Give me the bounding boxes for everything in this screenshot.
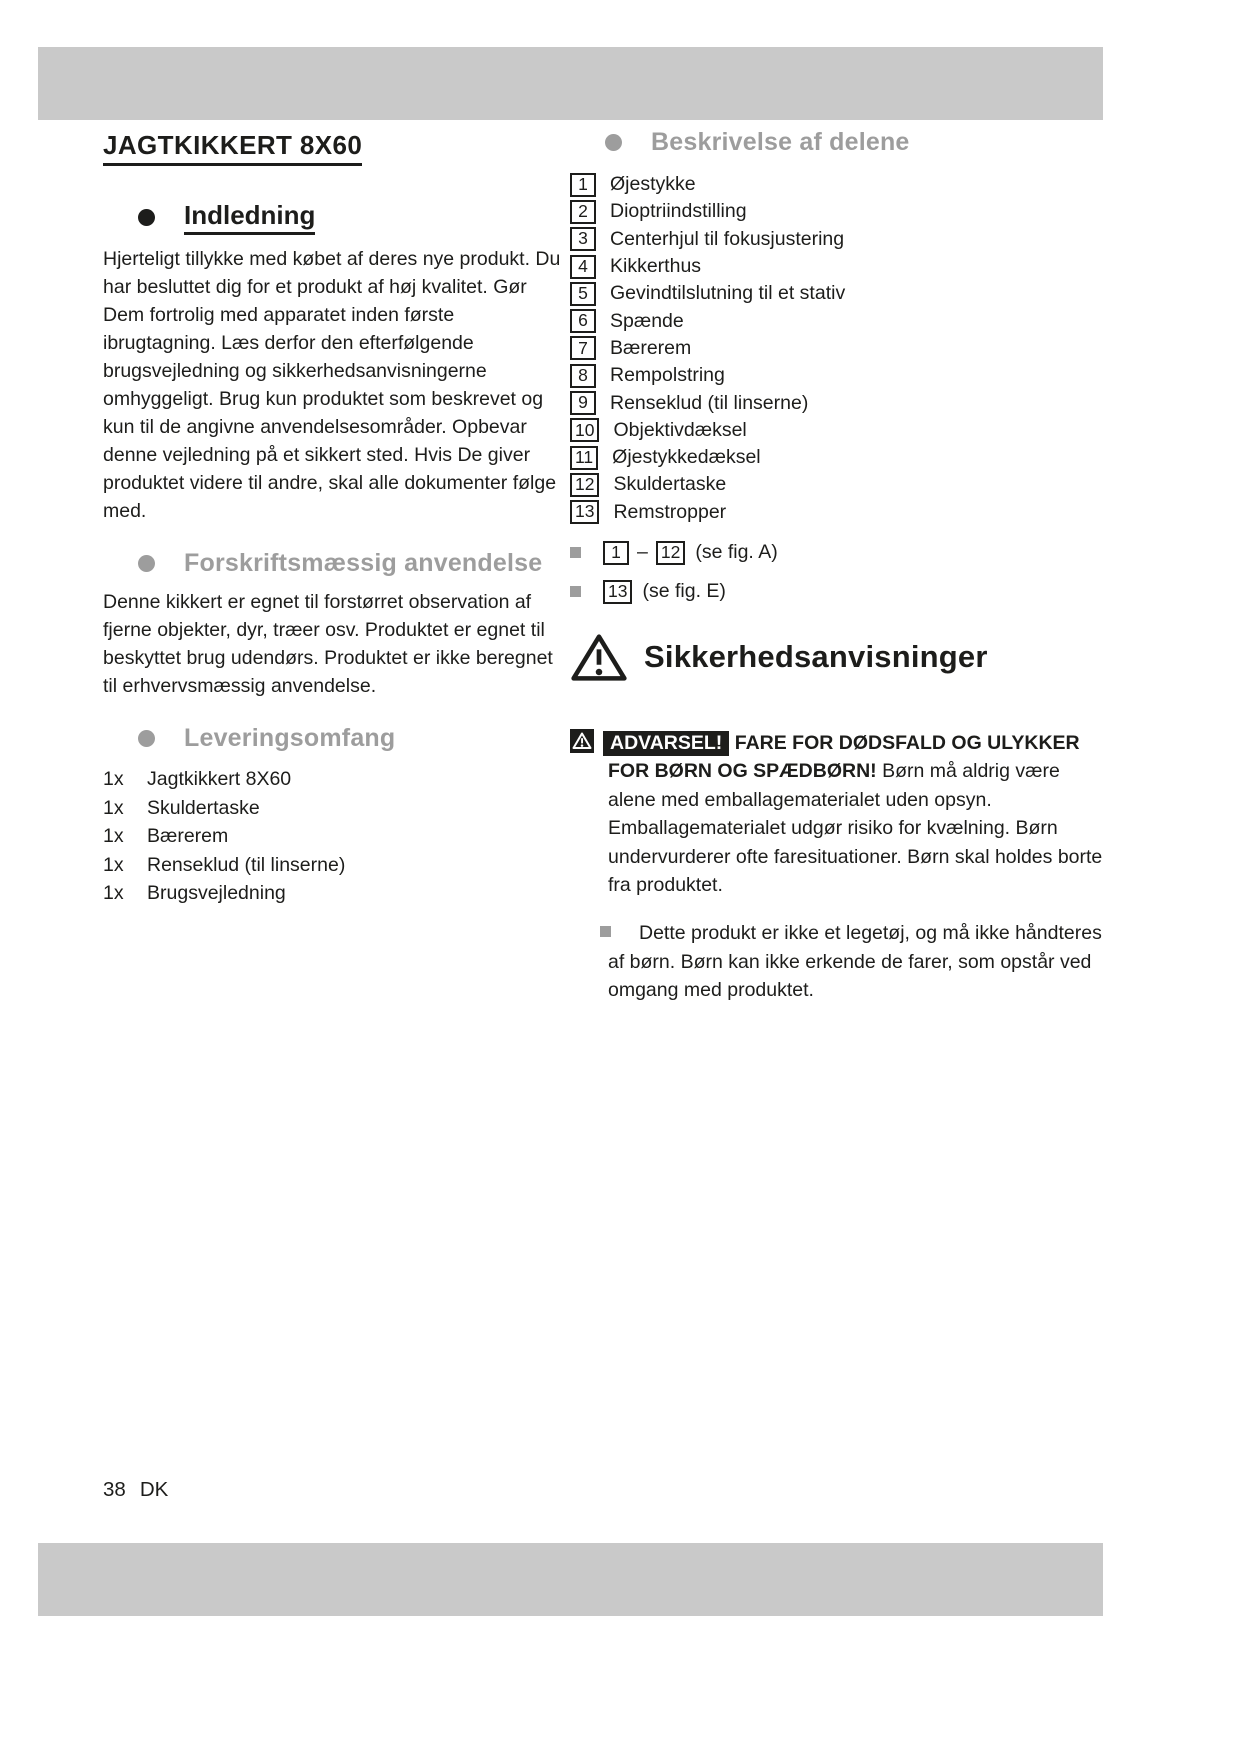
part-row (570, 471, 1110, 498)
figure-reference-line (570, 580, 1110, 604)
part-row (570, 198, 1110, 225)
warning-body-text: Børn må aldrig være alene med emballagematerialet uden opsyn. Emballagematerialet udgør risiko for kvælning. Børn undervurderer ofte faresituationer. Børn skal holdes borte fra produktet. (608, 760, 1103, 897)
part-number-box: 8 (570, 364, 596, 388)
document-title: JAGTKIKKERT 8X60 (103, 130, 362, 166)
section-heading-label: Forskriftsmæssig anvendelse (184, 549, 543, 577)
section-heading-leveringsomfang (103, 724, 568, 753)
part-number-box: 9 (570, 391, 596, 415)
section-heading-label: Indledning (184, 200, 315, 235)
part-label: Øjestykke (610, 173, 696, 196)
part-number-box: 12 (656, 541, 685, 565)
delivery-label: Jagtkikkert 8X60 (147, 768, 292, 790)
part-row (570, 226, 1110, 253)
delivery-item (103, 851, 568, 880)
part-number-box: 13 (603, 580, 632, 604)
circle-bullet-icon (138, 209, 155, 226)
delivery-quantity: 1x (103, 882, 124, 904)
part-label: Remstropper (613, 500, 727, 523)
delivery-label: Skuldertaske (147, 796, 260, 819)
part-number-box: 11 (570, 446, 598, 470)
safety-heading-label: Sikkerhedsanvisninger (644, 639, 988, 675)
left-column (103, 130, 568, 908)
delivery-item (103, 879, 568, 908)
warning-triangle-icon (570, 632, 628, 683)
part-label: Renseklud (til linserne) (610, 391, 809, 414)
part-label: Dioptriindstilling (610, 200, 747, 223)
part-label: Objektivdæksel (613, 418, 747, 441)
figure-reference-text: (se fig. A) (695, 541, 778, 564)
part-row (570, 389, 1110, 416)
part-number-box: 3 (570, 227, 596, 251)
page-number: 38 (103, 1478, 126, 1501)
delivery-quantity: 1x (103, 796, 124, 819)
section-heading-indledning (103, 200, 568, 235)
part-number-box: 10 (570, 418, 599, 442)
part-row (570, 417, 1110, 444)
warning-bold-text: FARE FOR DØDSFALD OG ULYKKER FOR BØRN OG SPÆDBØRN! (608, 731, 1080, 783)
part-label: Bærerem (610, 336, 692, 359)
part-row (570, 253, 1110, 280)
part-label: Gevindtilslutning til et stativ (610, 282, 846, 305)
country-code: DK (139, 1478, 169, 1501)
page-footer (103, 1478, 168, 1502)
bottom-gray-band (38, 1543, 1103, 1616)
part-row (570, 362, 1110, 389)
delivery-quantity: 1x (103, 768, 124, 790)
safety-section-heading (570, 632, 1110, 683)
delivery-quantity: 1x (103, 853, 124, 876)
circle-bullet-icon (605, 134, 622, 151)
part-row (570, 335, 1110, 362)
delivery-label: Brugsvejledning (147, 882, 286, 904)
part-label: Skuldertaske (613, 473, 727, 496)
intro-paragraph: Hjerteligt tillykke med købet af deres nye produkt. Du har besluttet dig for et produkt af høj kvalitet. Gør Dem fortrolig med apparatet inden første ibrugtagning. Læs derfor den efterfølgende brugsvejledning og sikkerhedsanvisningerne omhyggeligt. Brug kun produktet som beskrevet og kun til de angivne anvendelsesområder. Opbevar denne vejledning på et sikkert sted. Hvis De giver produktet videre til andre, skal alle dokumenter følge med. (103, 248, 561, 522)
part-label: Spænde (610, 309, 684, 332)
part-number-box: 5 (570, 282, 596, 306)
parts-list (570, 171, 1110, 526)
part-row (570, 307, 1110, 334)
part-number-box: 12 (570, 473, 599, 497)
square-bullet-icon (570, 586, 581, 597)
square-bullet-icon (570, 547, 581, 558)
delivery-item (103, 822, 568, 851)
safety-bullet-text: Dette produkt er ikke et legetøj, og må ikke håndteres af børn. Børn kan ikke erkende de farer, som opstår ved omgang med produktet. (608, 922, 1102, 1002)
part-number-box: 6 (570, 309, 596, 333)
warning-box-icon (570, 729, 594, 753)
section-heading-anvendelse (103, 549, 568, 578)
section-heading-label: Leveringsomfang (184, 724, 396, 752)
usage-paragraph: Denne kikkert er egnet til forstørret observation af fjerne objekter, dyr, træer osv. Produktet er egnet til beskyttet brug udendørs. Produktet er ikke beregnet til erhvervsmæssig anvendelse. (103, 591, 553, 697)
delivery-list (103, 765, 568, 908)
circle-bullet-icon (138, 730, 155, 747)
part-label: Kikkerthus (610, 255, 702, 278)
part-label: Centerhjul til fokusjustering (610, 227, 845, 250)
section-heading-beskrivelse (570, 128, 1110, 157)
part-number-box: 2 (570, 200, 596, 224)
delivery-quantity: 1x (103, 825, 124, 847)
delivery-label: Bærerem (147, 825, 229, 847)
part-number-box: 4 (570, 255, 596, 279)
part-number-box: 1 (570, 173, 596, 197)
section-heading-label: Beskrivelse af delene (651, 128, 910, 156)
circle-bullet-icon (138, 555, 155, 572)
part-number-box: 13 (570, 500, 599, 524)
delivery-item (103, 794, 568, 823)
part-row (570, 444, 1110, 471)
safety-bullet-item (570, 919, 1110, 1005)
right-column (570, 128, 1110, 1024)
top-gray-band (38, 47, 1103, 120)
part-row (570, 280, 1110, 307)
figure-reference-line (570, 541, 1110, 565)
part-label: Øjestykkedæksel (612, 446, 761, 469)
part-row (570, 171, 1110, 198)
square-bullet-icon (600, 926, 611, 937)
part-number-box: 1 (603, 541, 629, 565)
delivery-label: Renseklud (til linserne) (147, 853, 346, 876)
part-row (570, 499, 1110, 526)
figure-reference-text: (se fig. E) (642, 580, 726, 603)
warning-paragraph (570, 729, 1110, 900)
part-number-box: 7 (570, 336, 596, 360)
part-label: Rempolstring (610, 364, 725, 387)
advarsel-badge: ADVARSEL! (603, 731, 729, 756)
range-dash: – (637, 541, 648, 564)
delivery-item (103, 765, 568, 794)
